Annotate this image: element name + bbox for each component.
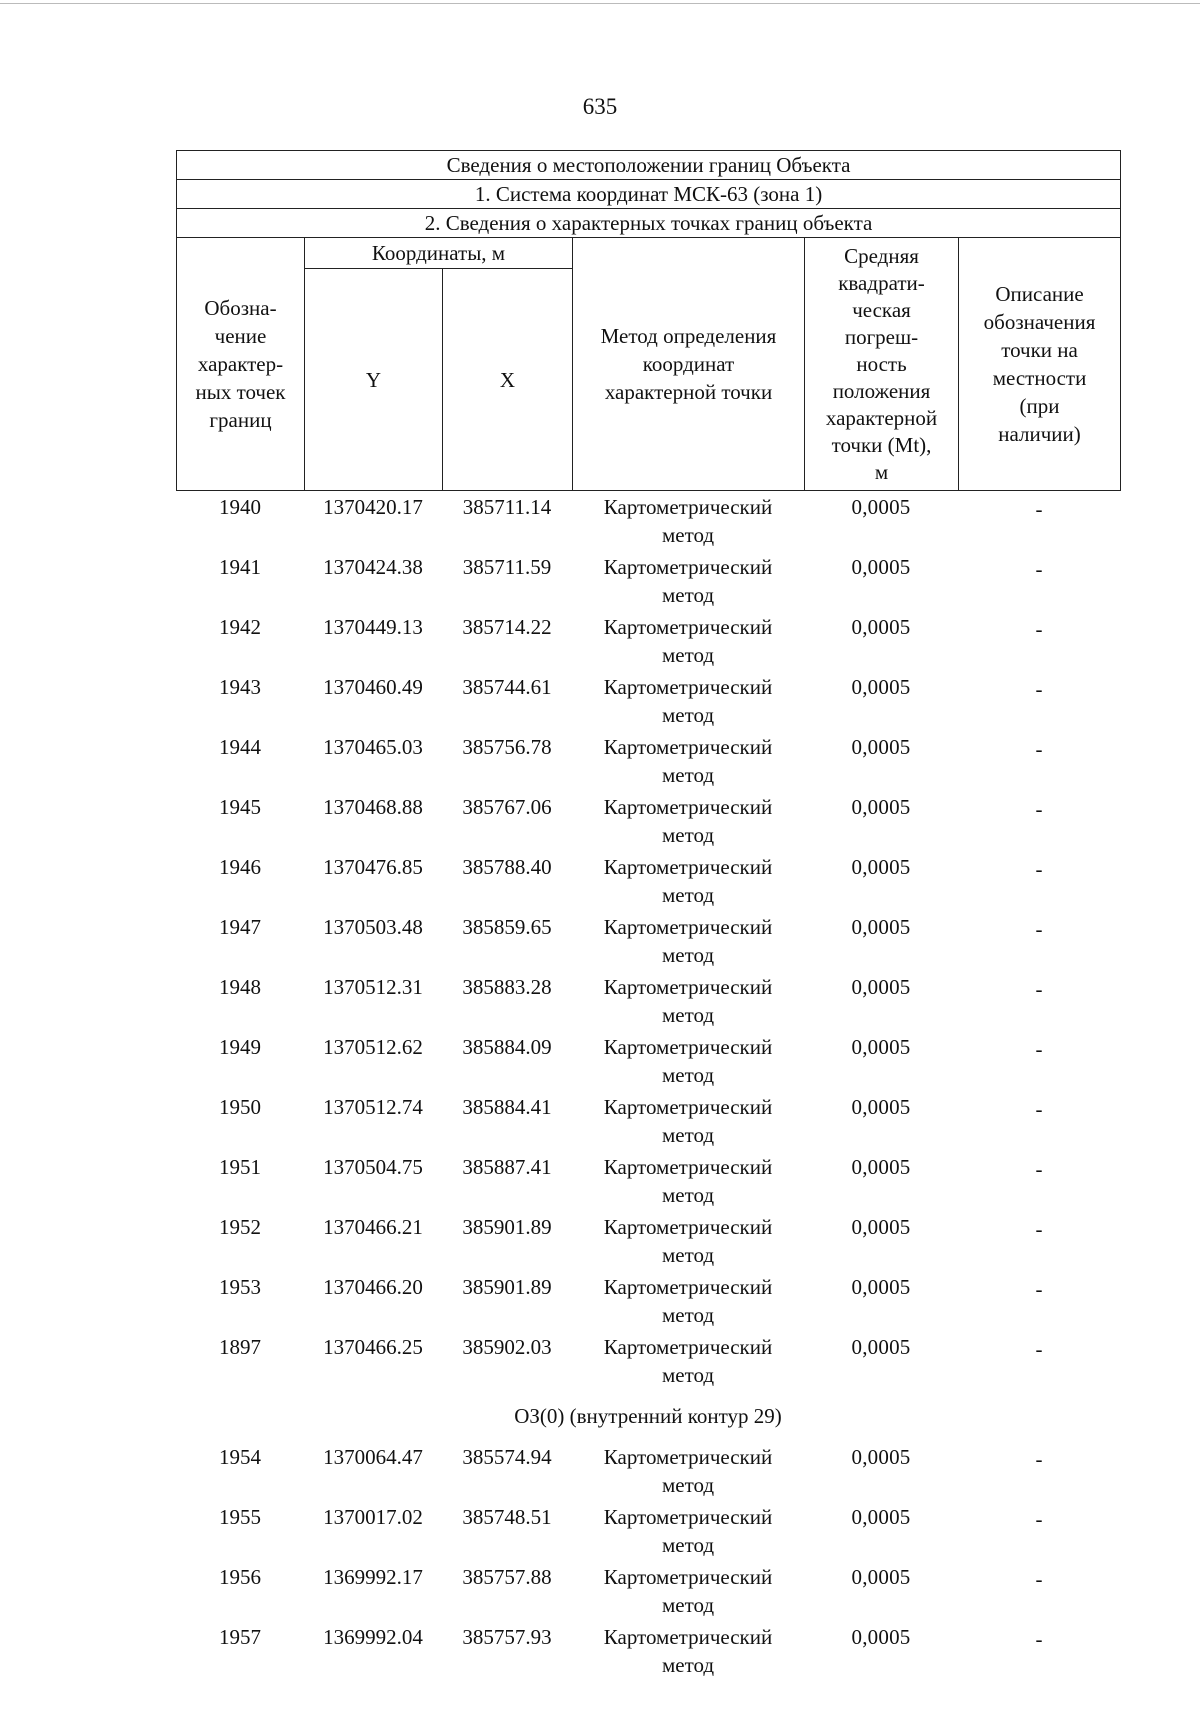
cell-point-id: 1953 (219, 1275, 261, 1299)
cell-coord-y: 1370512.31 (323, 975, 423, 999)
table-row (176, 1091, 1120, 1151)
cell-coord-x: 385887.41 (462, 1155, 552, 1179)
points-group-main (176, 491, 1120, 1391)
table-row (176, 1211, 1120, 1271)
cell-coord-y: 1370460.49 (323, 675, 423, 699)
cell-mt-value: 0,0005 (851, 615, 911, 639)
cell-coord-y: 1369992.04 (323, 1625, 423, 1649)
method-line-2: метод (661, 1303, 715, 1327)
cell-coord-y: 1370466.20 (323, 1275, 423, 1299)
method-line-2: метод (661, 1183, 715, 1207)
table-row (176, 1621, 1120, 1681)
table-row (176, 491, 1120, 551)
cell-mt-value: 0,0005 (851, 1335, 911, 1359)
cell-point-id: 1942 (219, 615, 261, 639)
table-row (176, 791, 1120, 851)
method-line-1: Картометрический (603, 1445, 773, 1469)
cell-description: - (1035, 677, 1043, 701)
cell-mt-value: 0,0005 (851, 915, 911, 939)
table-row (176, 911, 1120, 971)
cell-description: - (1035, 1337, 1043, 1361)
cell-mt-value: 0,0005 (851, 855, 911, 879)
method-line-2: метод (661, 823, 715, 847)
method-line-1: Картометрический (603, 735, 773, 759)
table-row (176, 1331, 1120, 1391)
cell-method (572, 1441, 804, 1501)
cell-point-id: 1948 (219, 975, 261, 999)
cell-method (572, 731, 804, 791)
table-row (176, 671, 1120, 731)
cell-coord-y: 1370504.75 (323, 1155, 423, 1179)
cell-coord-x: 385901.89 (462, 1215, 552, 1239)
cell-method (572, 1621, 804, 1681)
cell-mt-value: 0,0005 (851, 1625, 911, 1649)
section-group (176, 1391, 1120, 1441)
cell-mt-value: 0,0005 (851, 1155, 911, 1179)
cell-coord-y: 1370512.74 (323, 1095, 423, 1119)
cell-mt-value: 0,0005 (851, 555, 911, 579)
cell-mt-value: 0,0005 (851, 975, 911, 999)
cell-method (572, 1151, 804, 1211)
method-line-1: Картометрический (603, 1155, 773, 1179)
method-line-1: Картометрический (603, 1625, 773, 1649)
cell-coord-x: 385757.93 (462, 1625, 552, 1649)
cell-coord-y: 1370476.85 (323, 855, 423, 879)
page-number: 635 (582, 94, 618, 119)
cell-coord-y: 1370424.38 (323, 555, 423, 579)
cell-coord-x: 385757.88 (462, 1565, 552, 1589)
method-line-1: Картометрический (603, 855, 773, 879)
cell-coord-y: 1370512.62 (323, 1035, 423, 1059)
method-line-2: метод (661, 703, 715, 727)
header-y: Y (305, 269, 443, 491)
cell-description: - (1035, 1037, 1043, 1061)
table-row (176, 1441, 1120, 1501)
cell-description: - (1035, 557, 1043, 581)
cell-method (572, 971, 804, 1031)
method-line-2: метод (661, 943, 715, 967)
method-line-2: метод (661, 1123, 715, 1147)
cell-description: - (1035, 1097, 1043, 1121)
cell-description: - (1035, 857, 1043, 881)
cell-coord-y: 1370449.13 (323, 615, 423, 639)
table-row (176, 1501, 1120, 1561)
cell-description: - (1035, 1627, 1043, 1651)
cell-method (572, 851, 804, 911)
method-line-2: метод (661, 1653, 715, 1677)
method-line-1: Картометрический (603, 1095, 773, 1119)
cell-method (572, 551, 804, 611)
cell-point-id: 1943 (219, 675, 261, 699)
cell-mt-value: 0,0005 (851, 1505, 911, 1529)
cell-coord-x: 385756.78 (462, 735, 552, 759)
cell-coord-y: 1370420.17 (323, 495, 423, 519)
cell-mt-value: 0,0005 (851, 1095, 911, 1119)
cell-method (572, 1031, 804, 1091)
cell-coord-x: 385711.59 (462, 555, 552, 579)
header-coordinates: Координаты, м (305, 238, 573, 269)
method-line-1: Картометрический (603, 1035, 773, 1059)
cell-coord-x: 385748.51 (462, 1505, 552, 1529)
header-table (176, 150, 1121, 491)
cell-mt-value: 0,0005 (851, 1565, 911, 1589)
method-line-2: метод (661, 1243, 715, 1267)
cell-point-id: 1951 (219, 1155, 261, 1179)
table-row (176, 851, 1120, 911)
cell-point-id: 1940 (219, 495, 261, 519)
table-row (176, 1271, 1120, 1331)
cell-point-id: 1956 (219, 1565, 261, 1589)
cell-point-id: 1952 (219, 1215, 261, 1239)
cell-description: - (1035, 1277, 1043, 1301)
table-row (176, 1561, 1120, 1621)
cell-description: - (1035, 977, 1043, 1001)
cell-method (572, 791, 804, 851)
cell-coord-x: 385901.89 (462, 1275, 552, 1299)
coordinate-system: 1. Система координат МСК-63 (зона 1) (177, 180, 1121, 209)
table-row (176, 551, 1120, 611)
cell-coord-y: 1370017.02 (323, 1505, 423, 1529)
cell-description: - (1035, 617, 1043, 641)
method-line-1: Картометрический (603, 1335, 773, 1359)
table-title: Сведения о местоположении границ Объекта (177, 151, 1121, 180)
cell-point-id: 1941 (219, 555, 261, 579)
cell-coord-y: 1370503.48 (323, 915, 423, 939)
cell-point-id: 1954 (219, 1445, 261, 1469)
method-line-1: Картометрический (603, 1565, 773, 1589)
method-line-2: метод (661, 523, 715, 547)
cell-coord-x: 385574.94 (462, 1445, 552, 1469)
method-line-1: Картометрический (603, 555, 773, 579)
table-row (176, 1031, 1120, 1091)
cell-mt-value: 0,0005 (851, 795, 911, 819)
cell-description: - (1035, 797, 1043, 821)
cell-coord-y: 1370465.03 (323, 735, 423, 759)
cell-coord-y: 1369992.17 (323, 1565, 423, 1589)
cell-method (572, 1501, 804, 1561)
cell-coord-x: 385711.14 (462, 495, 552, 519)
points-table (176, 491, 1120, 1681)
cell-point-id: 1946 (219, 855, 261, 879)
cell-mt-value: 0,0005 (851, 1215, 911, 1239)
cell-description: - (1035, 497, 1043, 521)
cell-coord-x: 385884.09 (462, 1035, 552, 1059)
cell-description: - (1035, 1217, 1043, 1241)
method-line-2: метод (661, 1363, 715, 1387)
method-line-2: метод (661, 1003, 715, 1027)
method-line-1: Картометрический (603, 915, 773, 939)
cell-point-id: 1950 (219, 1095, 261, 1119)
points-group-contour (176, 1441, 1120, 1681)
cell-point-id: 1944 (219, 735, 261, 759)
cell-coord-x: 385714.22 (462, 615, 552, 639)
cell-description: - (1035, 1507, 1043, 1531)
cell-coord-y: 1370466.25 (323, 1335, 423, 1359)
cell-description: - (1035, 1567, 1043, 1591)
method-line-2: метод (661, 1063, 715, 1087)
cell-description: - (1035, 737, 1043, 761)
cell-method (572, 1211, 804, 1271)
table-row (176, 611, 1120, 671)
method-line-2: метод (661, 883, 715, 907)
top-edge-rule (0, 3, 1200, 4)
header-point-id: Обозна- чение характер- ных точек границ (177, 238, 305, 491)
cell-mt-value: 0,0005 (851, 1275, 911, 1299)
table-row (176, 971, 1120, 1031)
cell-mt-value: 0,0005 (851, 1445, 911, 1469)
cell-description: - (1035, 1447, 1043, 1471)
cell-method (572, 1561, 804, 1621)
method-line-2: метод (661, 643, 715, 667)
method-line-2: метод (661, 1473, 715, 1497)
cell-point-id: 1945 (219, 795, 261, 819)
method-line-2: метод (661, 583, 715, 607)
header-mt: Средняя квадрати- ческая погреш- ность положения характерной точки (Mt), м (805, 238, 959, 491)
method-line-1: Картометрический (603, 1505, 773, 1529)
method-line-1: Картометрический (603, 795, 773, 819)
header-x: X (443, 269, 573, 491)
cell-point-id: 1957 (219, 1625, 261, 1649)
coordinates-sheet (176, 150, 1120, 1681)
cell-mt-value: 0,0005 (851, 675, 911, 699)
method-line-1: Картометрический (603, 1215, 773, 1239)
cell-method (572, 911, 804, 971)
cell-description: - (1035, 917, 1043, 941)
cell-point-id: 1949 (219, 1035, 261, 1059)
method-line-2: метод (661, 1593, 715, 1617)
cell-coord-x: 385884.41 (462, 1095, 552, 1119)
cell-coord-x: 385788.40 (462, 855, 552, 879)
cell-coord-x: 385744.61 (462, 675, 552, 699)
cell-mt-value: 0,0005 (851, 495, 911, 519)
cell-coord-x: 385767.06 (462, 795, 552, 819)
cell-mt-value: 0,0005 (851, 735, 911, 759)
cell-point-id: 1947 (219, 915, 261, 939)
cell-point-id: 1955 (219, 1505, 261, 1529)
cell-coord-x: 385902.03 (462, 1335, 552, 1359)
table-subtitle: 2. Сведения о характерных точках границ объекта (177, 209, 1121, 238)
method-line-1: Картометрический (603, 615, 773, 639)
header-method: Метод определения координат характерной точки (573, 238, 805, 491)
cell-method (572, 1331, 804, 1391)
table-row (176, 731, 1120, 791)
method-line-1: Картометрический (603, 1275, 773, 1299)
header-description: Описание обозначения точки на местности (при наличии) (959, 238, 1121, 491)
section-label: ОЗ(0) (внутренний контур 29) (514, 1404, 782, 1428)
cell-description: - (1035, 1157, 1043, 1181)
cell-coord-y: 1370468.88 (323, 795, 423, 819)
cell-coord-y: 1370064.47 (323, 1445, 423, 1469)
method-line-1: Картометрический (603, 975, 773, 999)
cell-method (572, 671, 804, 731)
cell-method (572, 1091, 804, 1151)
cell-coord-x: 385859.65 (462, 915, 552, 939)
cell-coord-x: 385883.28 (462, 975, 552, 999)
cell-method (572, 491, 804, 551)
cell-coord-y: 1370466.21 (323, 1215, 423, 1239)
method-line-1: Картометрический (603, 495, 773, 519)
table-row (176, 1151, 1120, 1211)
cell-mt-value: 0,0005 (851, 1035, 911, 1059)
cell-method (572, 611, 804, 671)
cell-point-id: 1897 (219, 1335, 261, 1359)
method-line-1: Картометрический (603, 675, 773, 699)
method-line-2: метод (661, 1533, 715, 1557)
cell-method (572, 1271, 804, 1331)
method-line-2: метод (661, 763, 715, 787)
